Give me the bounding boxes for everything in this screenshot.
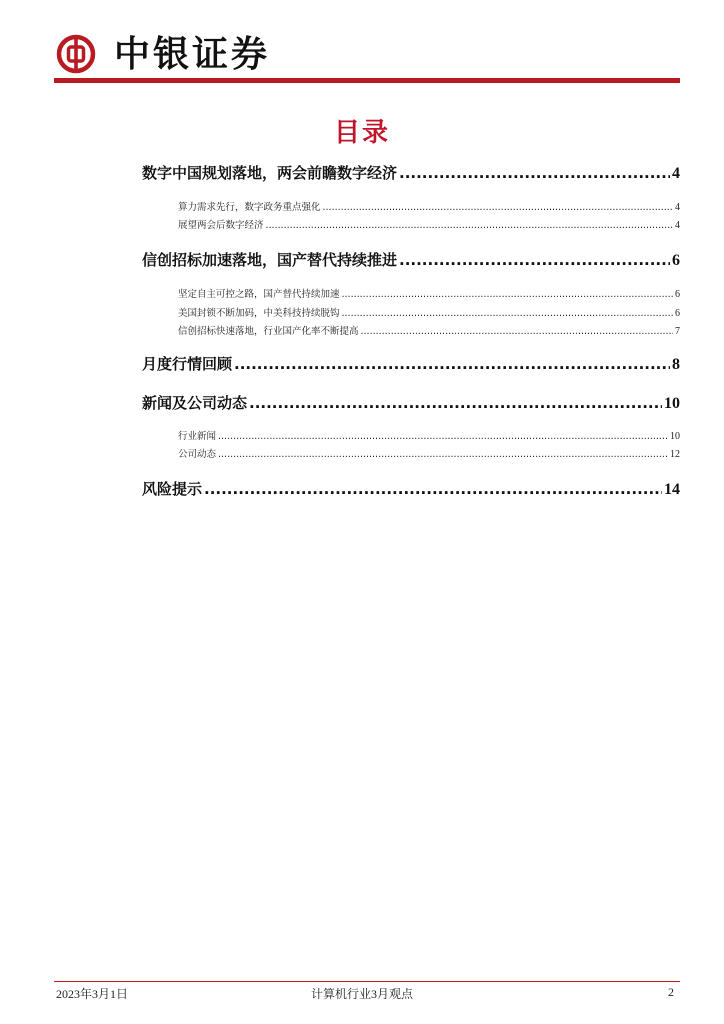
toc-entry[interactable] [142, 478, 680, 499]
toc-entry[interactable] [178, 286, 680, 300]
toc-entry-page: 6 [672, 252, 680, 269]
brand-name: 中银证券 [114, 33, 271, 75]
toc-entry-page: 10 [664, 395, 680, 412]
toc-leader-dots [361, 326, 673, 337]
toc-entry[interactable] [142, 392, 680, 413]
bank-of-china-logo-icon [56, 34, 96, 74]
toc-entry-label: 展望两会后数字经济 [178, 220, 264, 231]
toc-entry[interactable] [142, 249, 680, 270]
toc-entry-page: 4 [675, 202, 680, 213]
toc-entry[interactable] [178, 446, 680, 460]
toc-entry[interactable] [142, 162, 680, 183]
toc-entry[interactable] [178, 199, 680, 213]
toc-entry-page: 14 [664, 481, 680, 498]
toc-entry-label: 信创招标加速落地，国产替代持续推进 [142, 251, 398, 269]
toc-entry[interactable] [142, 353, 680, 374]
toc-entry[interactable] [178, 323, 680, 337]
toc-entry-label: 算力需求先行，数字政务重点强化 [178, 202, 321, 213]
toc-leader-dots [234, 355, 670, 373]
footer-page-number: 2 [668, 985, 674, 999]
toc-leader-dots [399, 251, 670, 269]
footer-date: 2023年3月1日 [56, 987, 129, 1001]
toc-leader-dots [204, 480, 662, 498]
toc-entry[interactable] [178, 305, 680, 319]
toc-entry-page: 8 [672, 356, 680, 373]
toc-entry-page: 7 [675, 326, 680, 337]
toc-entry-label: 坚定自主可控之路，国产替代持续加速 [178, 289, 340, 300]
toc-leader-dots [249, 394, 662, 412]
toc-entry-label: 新闻及公司动态 [142, 394, 248, 412]
toc-entry-page: 4 [675, 220, 680, 231]
toc-entry-label: 数字中国规划落地，两会前瞻数字经济 [142, 164, 398, 182]
toc-entry-page: 10 [670, 431, 680, 442]
toc-entry-page: 4 [672, 165, 680, 182]
toc-entry[interactable] [178, 428, 680, 442]
toc-entry-page: 6 [675, 289, 680, 300]
footer-report-name: 计算机行业3月观点 [310, 987, 413, 1001]
toc-entry-label: 信创招标快速落地，行业国产化率不断提高 [178, 326, 359, 337]
toc-leader-dots [399, 164, 670, 182]
toc-entry-label: 月度行情回顾 [142, 355, 233, 373]
toc-leader-dots [323, 202, 673, 213]
toc-leader-dots [218, 431, 668, 442]
header-divider [54, 78, 680, 83]
toc-entry-label: 美国封锁不断加码，中美科技持续脱钩 [178, 308, 340, 319]
toc-entry-page: 12 [670, 449, 680, 460]
toc-leader-dots [342, 308, 673, 319]
toc-leader-dots [218, 449, 668, 460]
toc-entry-label: 行业新闻 [178, 431, 217, 442]
toc-leader-dots [266, 220, 673, 231]
toc-entry-page: 6 [675, 308, 680, 319]
toc-entry-label: 公司动态 [178, 449, 217, 460]
report-header [54, 28, 680, 84]
toc-entry[interactable] [178, 217, 680, 231]
toc-title: 目录 [333, 118, 390, 148]
toc-leader-dots [342, 289, 673, 300]
toc-entry-label: 风险提示 [142, 480, 203, 498]
footer-divider [54, 981, 680, 982]
